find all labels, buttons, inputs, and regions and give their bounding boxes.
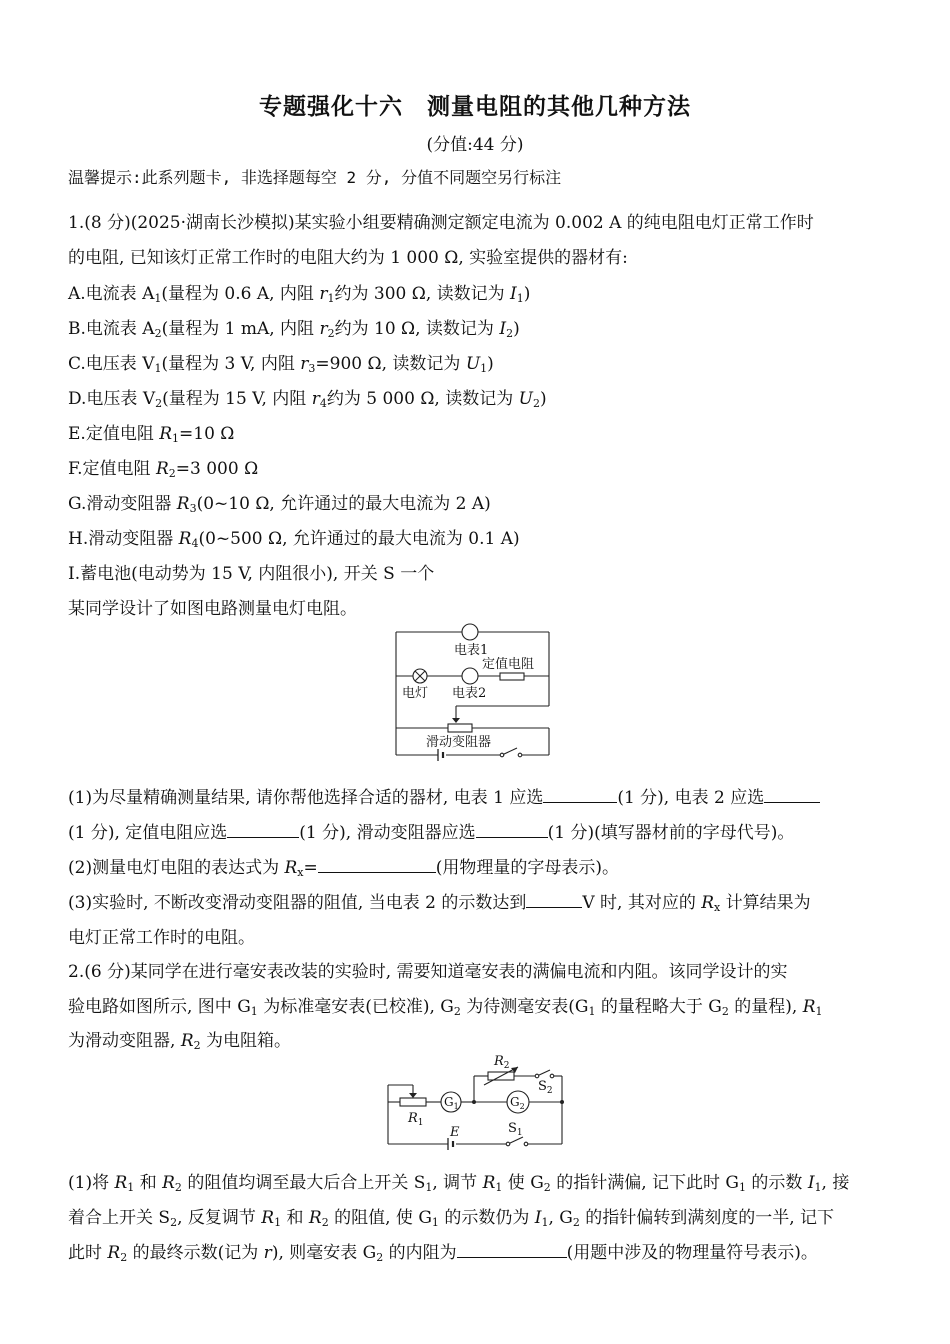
- q2-sub1-line1: (1)将 $R_1$ 和 $R_2$ 的阻值均调至最大后合上开关 $S_1$, 调节 $R_1$ 使 $G_2$ 的指针满偏, 记下此时 $G_1$ 的示数 $I_1$, 接: [68, 1173, 850, 1194]
- q1-option-c: C.电压表 $V_1$(量程为 3 V, 内阻 $r_3=900$ Ω, 读数记为 $U_1$): [68, 354, 494, 375]
- meter1-symbol: [462, 624, 478, 640]
- q1-option-f: F.定值电阻 $R_2=3$ 000 Ω: [68, 459, 259, 480]
- lamp-symbol: [413, 669, 427, 683]
- q2-sub1-line2: 着合上开关 $S_2$, 反复调节 $R_1$ 和 $R_2$ 的阻值, 使 $G_1$ 的示数仍为 $I_1$, $G_2$ 的指针偏转到满刻度的一半, 记下: [68, 1208, 835, 1229]
- q1-sub2: (2)测量电灯电阻的表达式为 $R_x=$ (用物理量的字母表示)。: [68, 853, 619, 878]
- page-title: [0, 88, 950, 121]
- q1-option-b: B.电流表 $A_2$(量程为 1 mA, 内阻 $r_2$约为 10 Ω, 读数记为 $I_2$): [68, 319, 520, 340]
- q1-sub3-line2: 电灯正常工作时的电阻。: [68, 928, 255, 948]
- q1-sub3-line1: (3)实验时, 不断改变滑动变阻器的阻值, 当电表 2 的示数达到 V 时, 其对应的 $R_x$ 计算结果为: [68, 888, 811, 913]
- q1-option-i: I.蓄电池(电动势为 15 V, 内阻很小), 开关 S 一个: [68, 564, 435, 584]
- r1-label: $R_1$: [408, 1111, 424, 1128]
- s1-label: $S_1$: [508, 1121, 523, 1138]
- fixed-resistor-symbol: [500, 673, 524, 680]
- g2-label: $G_2$: [510, 1095, 525, 1111]
- answer-blank-resistor[interactable]: [227, 820, 299, 838]
- q1-design: 某同学设计了如图电路测量电灯电阻。: [68, 599, 357, 619]
- answer-blank-meter1[interactable]: [543, 785, 617, 803]
- answer-blank-expression[interactable]: [318, 855, 436, 873]
- title-topic: 专题强化十六: [259, 94, 403, 120]
- q1-sub1-line1: (1)为尽量精确测量结果, 请你帮他选择合适的器材, 电表 1 应选 (1 分), 电表 2 应选: [68, 783, 820, 808]
- score-label: (分值:44 分): [426, 135, 524, 155]
- r1-rheostat-symbol: [400, 1098, 426, 1106]
- rheostat-label: 滑动变阻器: [426, 735, 492, 750]
- s2-label: $S_2$: [538, 1079, 553, 1096]
- q1-option-d: D.电压表 $V_2$(量程为 15 V, 内阻 $r_4$约为 5 000 Ω, 读数记为 $U_2$): [68, 389, 547, 410]
- q1-stem-line2: 的电阻, 已知该灯正常工作时的电阻大约为 1 000 Ω, 实验室提供的器材有:: [68, 248, 628, 268]
- answer-blank-rheostat[interactable]: [476, 820, 548, 838]
- lamp-label: 电灯: [402, 686, 429, 701]
- title-subject: 测量电阻的其他几种方法: [427, 94, 691, 120]
- answer-blank-voltage[interactable]: [526, 890, 582, 908]
- q1-stem-line1: 1.(8 分)(2025·湖南长沙模拟)某实验小组要精确测定额定电流为 0.002 A 的纯电阻电灯正常工作时: [68, 213, 814, 233]
- junction-right: [560, 1100, 564, 1104]
- q2-line1: 2.(6 分)某同学在进行毫安表改装的实验时, 需要知道毫安表的满偏电流和内阻。该同学设计的实: [68, 962, 788, 982]
- q1-option-e: E.定值电阻 $R_1=10$ Ω: [68, 424, 235, 445]
- q1-sub1-line2: (1 分), 定值电阻应选 (1 分), 滑动变阻器应选 (1 分)(填写器材前的字母代号)。: [68, 818, 794, 843]
- answer-blank-internal-resistance[interactable]: [457, 1240, 567, 1258]
- junction-left: [472, 1100, 476, 1104]
- meter2-symbol: [462, 668, 478, 684]
- answer-blank-meter2[interactable]: [764, 785, 820, 803]
- q2-circuit-diagram: [380, 1052, 570, 1152]
- rheostat-symbol: [448, 724, 472, 732]
- q1-option-g: G.滑动变阻器 $R_3(0\sim 10$ Ω, 允许通过的最大电流为 2 A): [68, 494, 491, 515]
- fixed-resistor-label: 定值电阻: [482, 657, 535, 672]
- emf-label: E: [450, 1125, 460, 1140]
- q1-option-a: A.电流表 $A_1$(量程为 0.6 A, 内阻 $r_1$约为 300 Ω, 读数记为 $I_1$): [68, 284, 531, 305]
- q2-line2: 验电路如图所示, 图中 $G_1$ 为标准毫安表(已校准), $G_2$ 为待测毫安表($G_1$ 的量程略大于 $G_2$ 的量程), $R_1$: [68, 997, 823, 1018]
- q1-circuit-diagram: [390, 622, 560, 767]
- meter1-label: 电表1: [454, 643, 489, 658]
- r2-label: $R_2$: [494, 1054, 510, 1071]
- g1-label: $G_1$: [444, 1095, 459, 1111]
- meter2-label: 电表2: [452, 686, 487, 701]
- q1-option-h: H.滑动变阻器 $R_4(0\sim 500$ Ω, 允许通过的最大电流为 0.1 A): [68, 529, 520, 550]
- q2-sub1-line3: 此时 $R_2$ 的最终示数(记为 r), 则毫安表 $G_2$ 的内阻为 (用题中涉及的物理量符号表示)。: [68, 1238, 818, 1263]
- tip-text: 温馨提示:此系列题卡, 非选择题每空 2 分, 分值不同题空另行标注: [68, 168, 562, 187]
- q2-line3: 为滑动变阻器, $R_2$ 为电阻箱。: [68, 1031, 292, 1052]
